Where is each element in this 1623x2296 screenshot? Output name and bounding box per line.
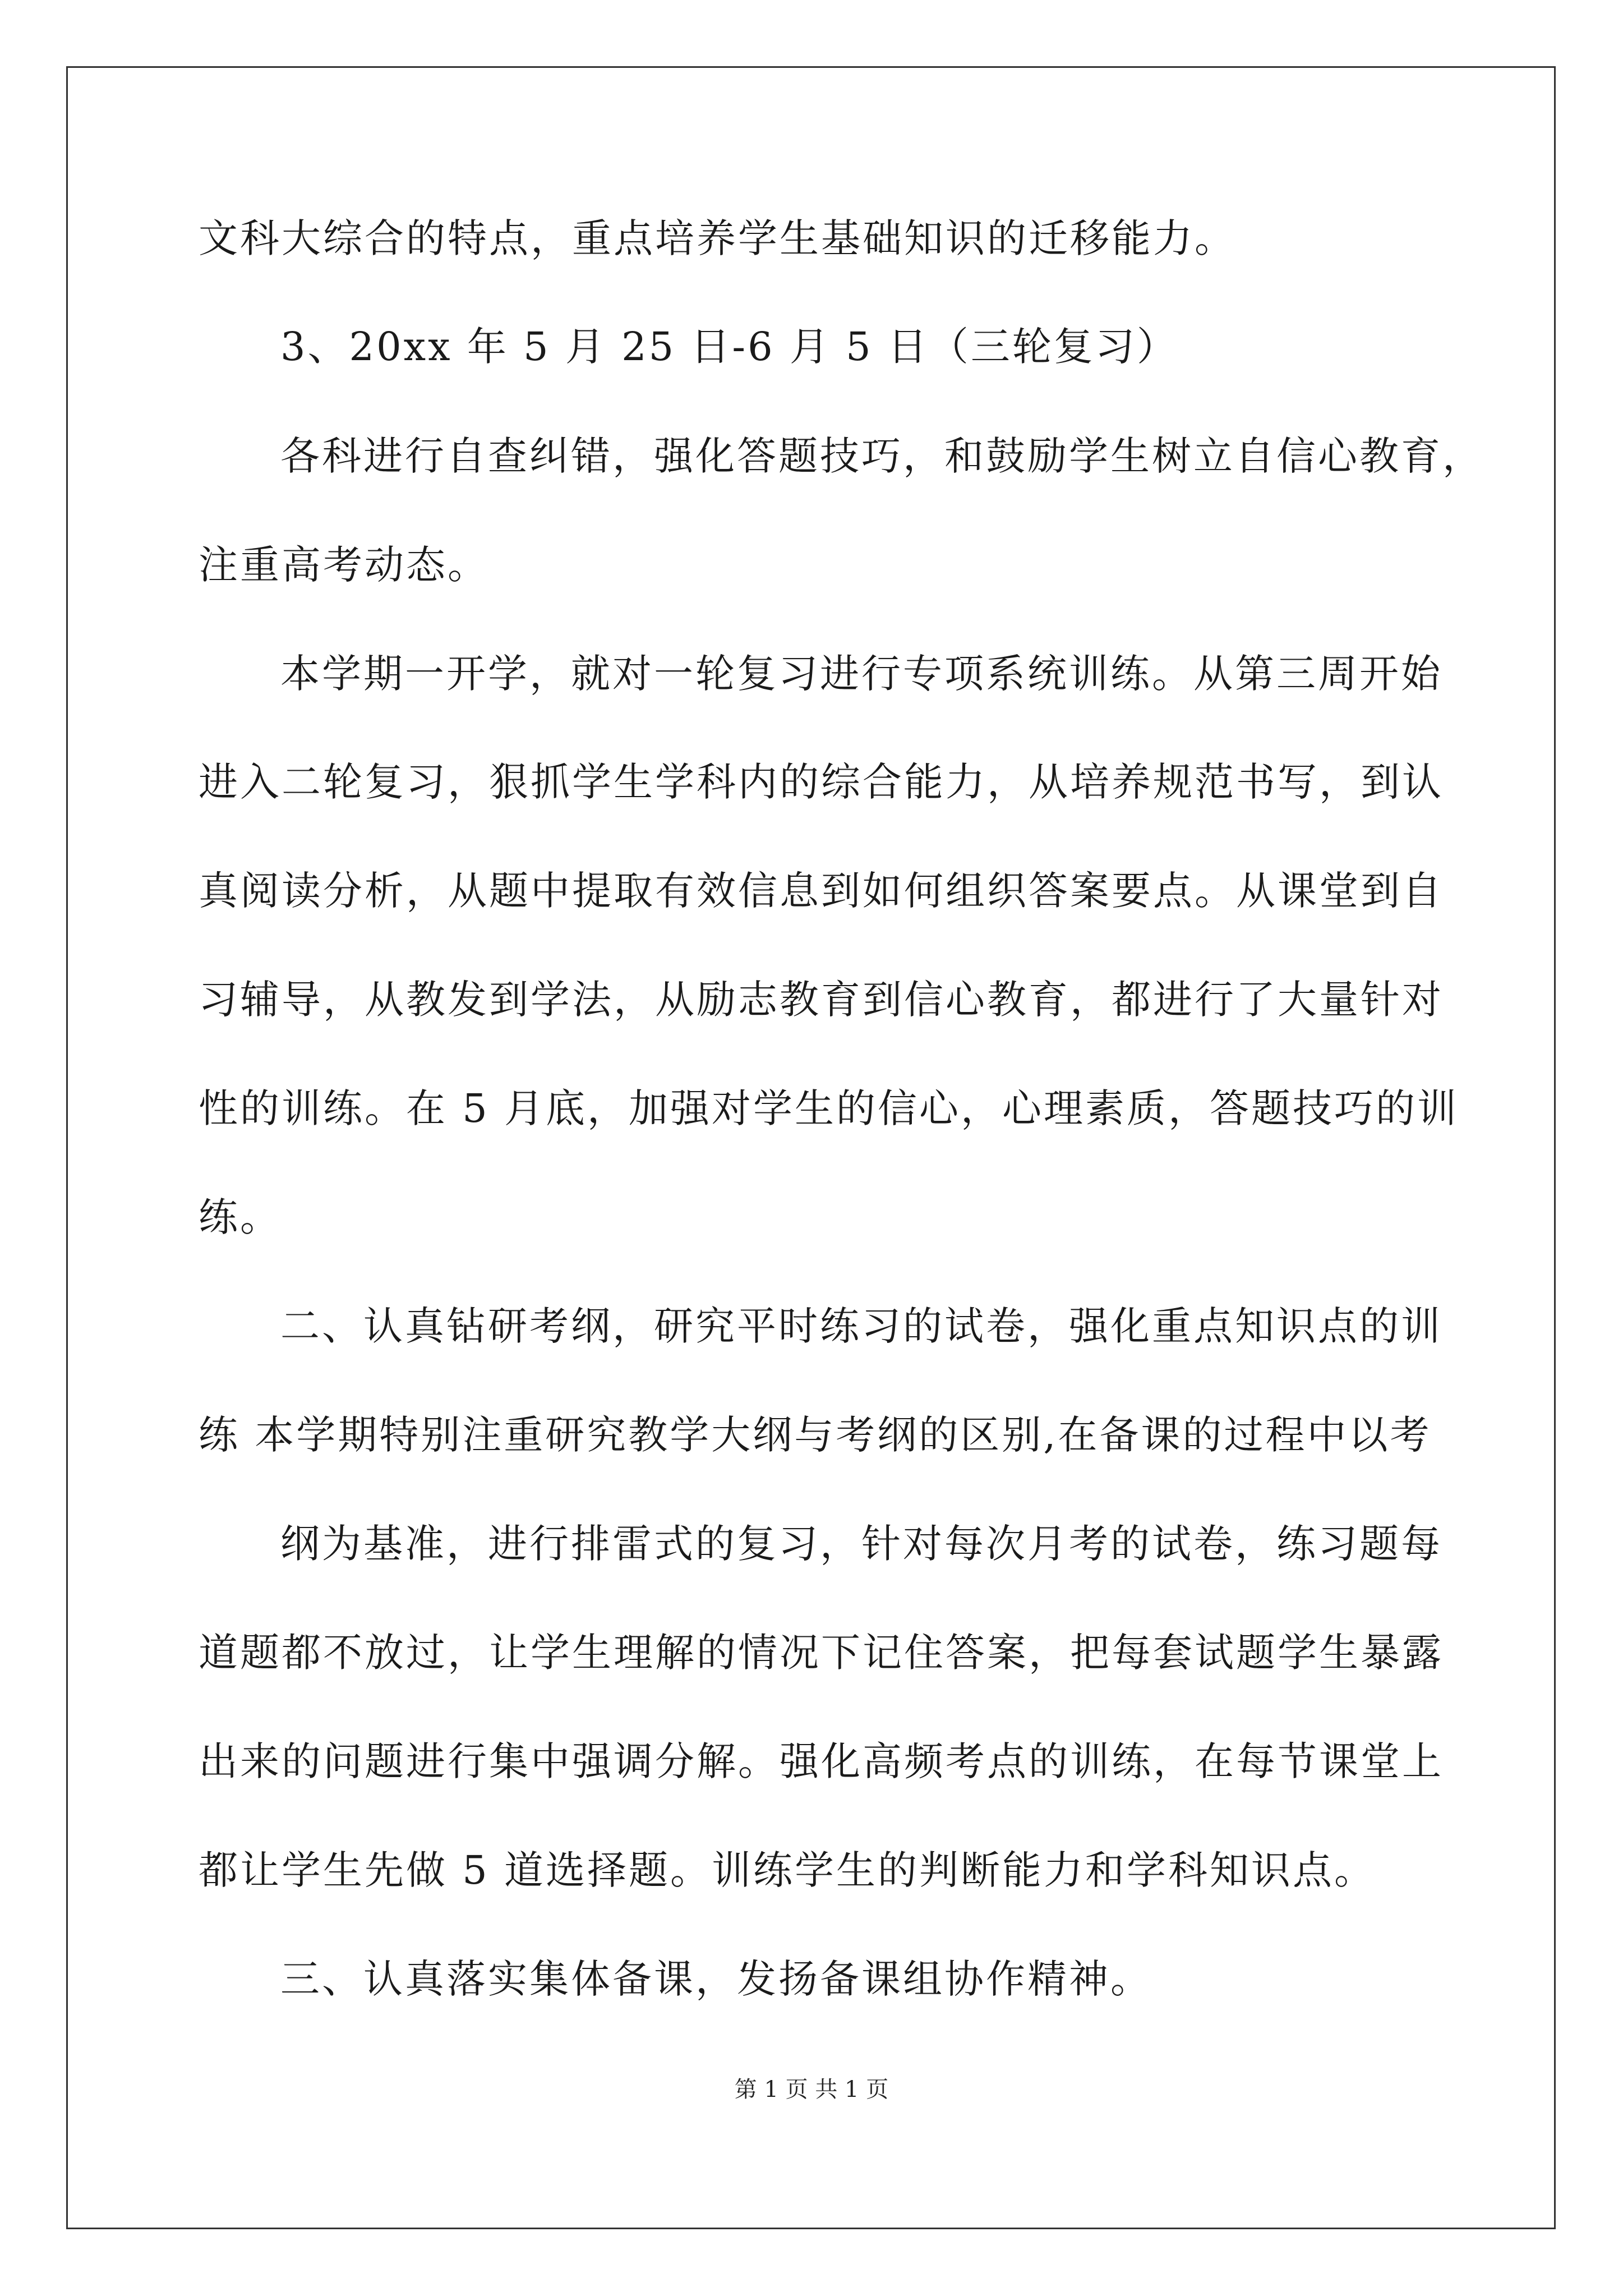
text-line: 练。 xyxy=(199,1194,282,1240)
text-line: 文科大综合的特点，重点培养学生基础知识的迁移能力。 xyxy=(199,215,1236,261)
text-line: 性的训练。在 5 月底，加强对学生的信心，心理素质，答题技巧的训 xyxy=(199,1085,1459,1131)
text-line: 道题都不放过，让学生理解的情况下记住答案，把每套试题学生暴露 xyxy=(199,1630,1444,1676)
text-line: 3、20xx 年 5 月 25 日-6 月 5 日（三轮复习） xyxy=(280,324,1178,370)
text-line: 注重高考动态。 xyxy=(199,542,489,588)
text-line: 本学期一开学，就对一轮复习进行专项系统训练。从第三周开始 xyxy=(280,651,1442,697)
text-line: 二、认真钻研考纲，研究平时练习的试卷，强化重点知识点的训 xyxy=(280,1303,1442,1349)
page-border xyxy=(66,66,1556,2229)
page-footer: 第 1 页 共 1 页 xyxy=(734,2077,889,2102)
text-line: 都让学生先做 5 道选择题。训练学生的判断能力和学科知识点。 xyxy=(199,1847,1376,1893)
text-line: 真阅读分析，从题中提取有效信息到如何组织答案要点。从课堂到自 xyxy=(199,868,1444,914)
text-line: 出来的问题进行集中强调分解。强化高频考点的训练，在每节课堂上 xyxy=(199,1738,1444,1784)
text-line: 纲为基准，进行排雷式的复习，针对每次月考的试卷，练习题每 xyxy=(280,1521,1442,1567)
text-line: 练 本学期特别注重研究教学大纲与考纲的区别,在备课的过程中以考 xyxy=(199,1412,1432,1458)
text-line: 各科进行自查纠错，强化答题技巧，和鼓励学生树立自信心教育， xyxy=(280,433,1484,479)
text-line: 三、认真落实集体备课，发扬备课组协作精神。 xyxy=(280,1956,1152,2002)
text-line: 习辅导，从教发到学法，从励志教育到信心教育，都进行了大量针对 xyxy=(199,977,1444,1023)
text-line: 进入二轮复习，狠抓学生学科内的综合能力，从培养规范书写，到认 xyxy=(199,759,1444,805)
